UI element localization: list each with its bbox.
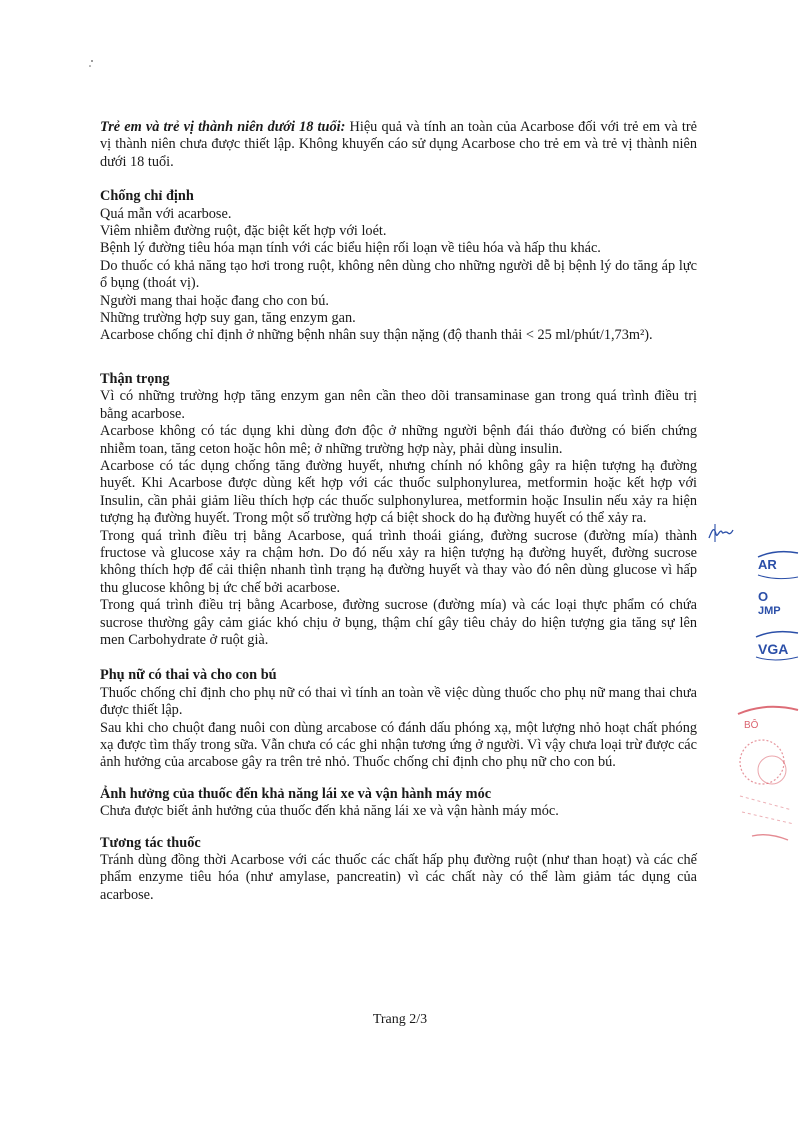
section-interactions <box>100 835 697 905</box>
red-stamp-text: BÔ <box>744 720 759 731</box>
heading-contraindications: Chống chỉ định <box>100 188 194 205</box>
precaution-paragraph: Trong quá trình điều trị bằng Acarbose, quá trình thoái giáng, đường sucrose (đường mía) thành fructose và glucose xảy ra chậm hơn. Do đó nếu xảy ra hiện tượng hạ đường huyết, đường sucrose không thích hợp để cải thiện nhanh tình trạng hạ đường huyết và thay vào đó nên dùng glucose vì hấp thu glucose không bị ức chế bởi acarbose. <box>100 527 697 596</box>
precaution-paragraph: Vì có những trường hợp tăng enzym gan nên cần theo dõi transaminase gan trong quá trình điều trị bằng acarbose. <box>100 388 697 422</box>
section-pregnancy <box>100 667 697 771</box>
intro-text: Hiệu quả và tính an toàn của Acarbose đối với trẻ em và trẻ vị thành niên chưa được thiết lập. Không khuyến cáo sử dụng Acarbose cho trẻ em và trẻ vị thành niên dưới 18 tuổi. <box>100 119 697 170</box>
precaution-paragraph: Acarbose không có tác dụng khi dùng đơn độc ở những người bệnh đái tháo đường có biến chứng nhiễm toan, tăng ceton hoặc hôn mê; ở những trường hợp này, phải dùng insulin. <box>100 423 697 457</box>
contraindication-line: Những trường hợp suy gan, tăng enzym gan. <box>100 310 356 327</box>
red-stamp-fragment <box>732 700 800 850</box>
heading-interactions: Tương tác thuốc <box>100 834 201 851</box>
section-driving <box>100 786 697 821</box>
handwritten-initial-mark <box>706 520 736 546</box>
contraindication-line: Do thuốc có khả năng tạo hơi trong ruột, không nên dùng cho những người dễ bị bệnh lý do tăng áp lực ổ bụng (thoát vị). <box>100 257 697 292</box>
contraindication-line: Quá mẫn với acarbose. <box>100 205 232 222</box>
intro-label: Trẻ em và trẻ vị thành niên dưới 18 tuổi: <box>100 119 346 135</box>
intro-paragraph <box>100 119 697 171</box>
heading-precautions: Thận trọng <box>100 370 170 387</box>
contraindication-line: Người mang thai hoặc đang cho con bú. <box>100 292 329 309</box>
precaution-paragraph: Trong quá trình điều trị bằng Acarbose, đường sucrose (đường mía) và các loại thực phẩm có chứa sucrose thường gây cảm giác khó chịu ở bụng, thậm chí gây tiêu chảy do hiện tượng gia tăng sự lên men Carbohydrate ở ruột già. <box>100 597 697 648</box>
blue-stamp-fragment <box>752 545 800 675</box>
document-body <box>100 119 697 904</box>
contraindication-line: Bệnh lý đường tiêu hóa mạn tính với các biểu hiện rối loạn về tiêu hóa và hấp thu khác. <box>100 240 601 257</box>
contraindication-line: Viêm nhiễm đường ruột, đặc biệt kết hợp với loét. <box>100 223 387 240</box>
stamp-text: VGA <box>758 641 789 657</box>
contraindication-line: Acarbose chống chỉ định ở những bệnh nhân suy thận nặng (độ thanh thải < 25 ml/phút/1,73m²). <box>100 327 653 344</box>
section-contraindications <box>100 188 697 345</box>
precaution-paragraph: Acarbose có tác dụng chống tăng đường huyết, nhưng chính nó không gây ra hiện tượng hạ đường huyết. Khi Acarbose được dùng kết hợp với các thuốc sulphonylurea, metformin hoặc kết hợp với Insulin, cần phải giảm liều thích hợp các thuốc sulphonylurea, metformin hoặc Insulin nếu xảy ra hiện tượng hạ đường huyết. Trong một số trường hợp cá biệt shock do hạ đường huyết có thể xảy ra. <box>100 457 697 527</box>
section-precautions <box>100 371 697 650</box>
heading-driving: Ảnh hưởng của thuốc đến khả năng lái xe và vận hành máy móc <box>100 785 492 802</box>
pregnancy-paragraph: Thuốc chống chỉ định cho phụ nữ có thai vì tính an toàn về việc dùng thuốc cho phụ nữ mang thai chưa được thiết lập. <box>100 684 697 719</box>
driving-paragraph: Chưa được biết ảnh hưởng của thuốc đến khả năng lái xe và vận hành máy móc. <box>100 803 559 820</box>
stamp-text: AR <box>758 557 777 572</box>
stamp-text: JMP <box>758 605 781 617</box>
scan-speck-mark <box>88 58 102 72</box>
heading-pregnancy: Phụ nữ có thai và cho con bú <box>100 667 277 684</box>
stamp-text: O <box>758 589 769 604</box>
interactions-paragraph: Tránh dùng đồng thời Acarbose với các thuốc các chất hấp phụ đường ruột (như than hoạt) và các chế phẩm enzyme tiêu hóa (như amylase, pancreatin) vì các chất này có thể làm giảm tác dụng của acarbose. <box>100 852 697 903</box>
page-number: Trang 2/3 <box>372 1012 428 1027</box>
pregnancy-paragraph: Sau khi cho chuột đang nuôi con dùng arcabose có đánh dấu phóng xạ, một lượng nhỏ hoạt chất phóng xạ được tìm thấy trong sữa. Vẫn chưa có các ghi nhận tương ứng ở người. Vì vậy chưa loại trừ được các ảnh hưởng của arcabose gây ra trên trẻ nhỏ. Thuốc chống chỉ định cho phụ nữ cho con bú. <box>100 719 697 771</box>
